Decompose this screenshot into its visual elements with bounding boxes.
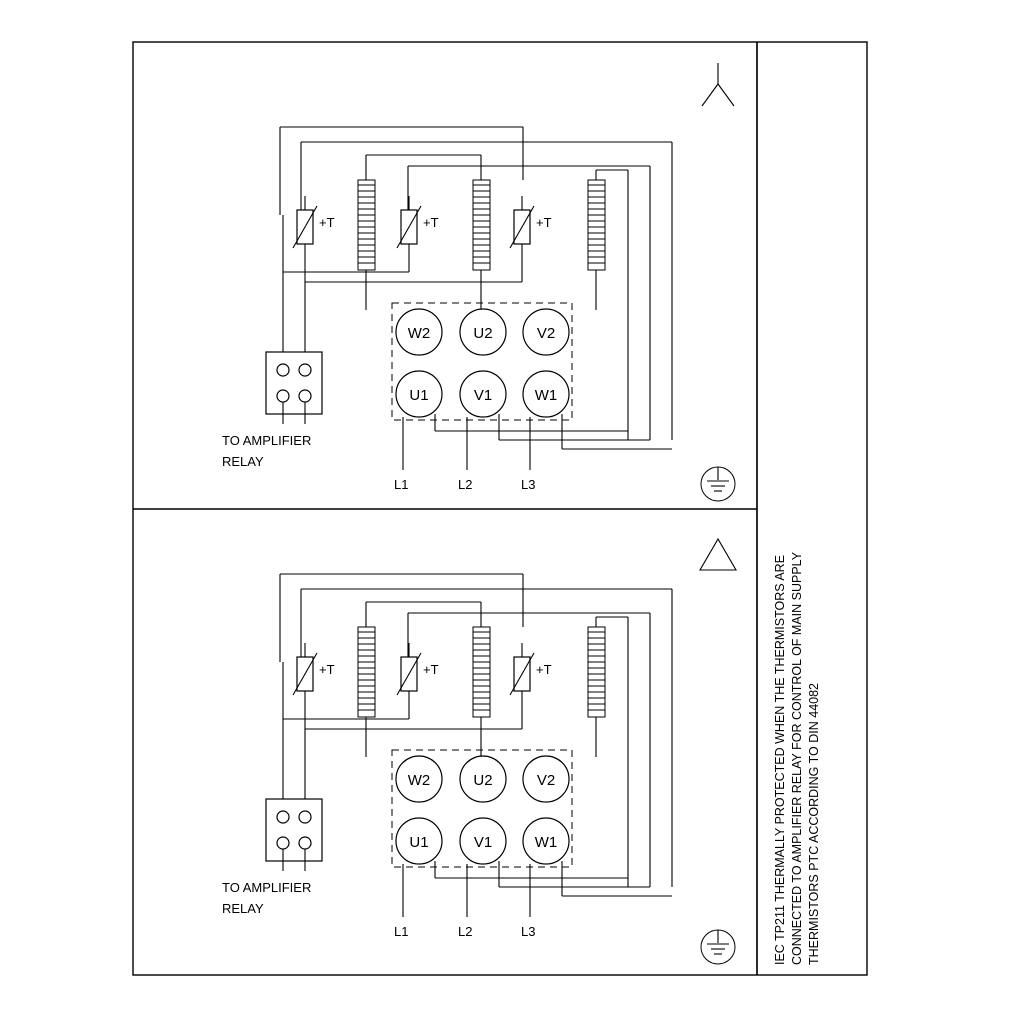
delta-coil-2 [473,627,490,757]
side-note-line-3: THERMISTORS PTC ACCORDING TO DIN 44082 [807,682,821,965]
delta-coil-1 [358,627,375,757]
star-thermistor-1 [293,196,335,262]
delta-supply-label-l1: L1 [394,924,409,939]
star-supply-label-l3: L3 [521,477,536,492]
delta-thermistor-label-2: +T [423,662,439,677]
delta-connection-icon [700,539,736,570]
star-coil-1 [358,180,375,310]
delta-coil-3 [588,617,628,887]
star-thermistor-label-2: +T [423,215,439,230]
star-thermistor-label-1: +T [319,215,335,230]
delta-thermistor-label-1: +T [319,662,335,677]
star-terminal-label-w1: W1 [534,387,558,404]
star-terminal-u2 [460,309,506,355]
star-supply-label-l1: L1 [394,477,409,492]
star-terminal-label-u1: U1 [409,387,429,404]
star-supply-wiring [403,414,672,470]
delta-terminal-u1 [396,818,442,864]
delta-terminal-u2 [460,756,506,802]
star-terminal-u1 [396,371,442,417]
star-coil-3 [588,170,628,440]
delta-terminal-label-w2: W2 [407,772,431,789]
delta-terminal-label-v2: V2 [536,772,556,789]
delta-amplifier-terminal-block [266,799,322,871]
delta-terminal-label-v1: V1 [473,834,493,851]
delta-terminal-v1 [460,818,506,864]
star-terminal-label-w2: W2 [407,325,431,342]
star-amplifier-label-line2: RELAY [222,454,264,469]
side-note-block [773,551,821,965]
star-terminal-w1 [523,371,569,417]
delta-terminal-w2 [396,756,442,802]
delta-panel [222,539,736,964]
delta-terminal-v2 [523,756,569,802]
delta-supply-label-l2: L2 [458,924,473,939]
star-terminal-label-u2: U2 [473,325,493,342]
star-terminal-label-v2: V2 [536,325,556,342]
delta-supply-label-l3: L3 [521,924,536,939]
star-amplifier-terminal-block [266,352,322,424]
side-note-line-2: CONNECTED TO AMPLIFIER RELAY FOR CONTROL OF MAIN SUPPLY [790,551,804,965]
star-terminal-label-v1: V1 [473,387,493,404]
star-terminal-w2 [396,309,442,355]
delta-amplifier-label-line2: RELAY [222,901,264,916]
star-amplifier-label-line1: TO AMPLIFIER [222,433,312,448]
star-thermistor-2 [397,196,439,262]
star-coil-2 [473,180,490,310]
star-terminal-v1 [460,371,506,417]
star-supply-label-l2: L2 [458,477,473,492]
delta-thermistor-3 [510,643,552,709]
delta-terminal-label-w1: W1 [534,834,558,851]
delta-terminal-w1 [523,818,569,864]
delta-thermistor-label-3: +T [536,662,552,677]
delta-thermistor-1 [293,643,335,709]
delta-amplifier-label-line1: TO AMPLIFIER [222,880,312,895]
delta-terminal-label-u2: U2 [473,772,493,789]
star-thermistor-3 [510,196,552,262]
star-terminal-v2 [523,309,569,355]
earth-ground-icon-2 [701,930,735,964]
star-panel [222,63,735,501]
earth-ground-icon [701,467,735,501]
delta-thermistor-2 [397,643,439,709]
delta-supply-wiring [403,861,672,917]
delta-terminal-label-u1: U1 [409,834,429,851]
side-note-line-1: IEC TP211 THERMALLY PROTECTED WHEN THE THERMISTORS ARE [773,554,787,965]
wye-connection-icon [702,63,734,106]
star-thermistor-label-3: +T [536,215,552,230]
